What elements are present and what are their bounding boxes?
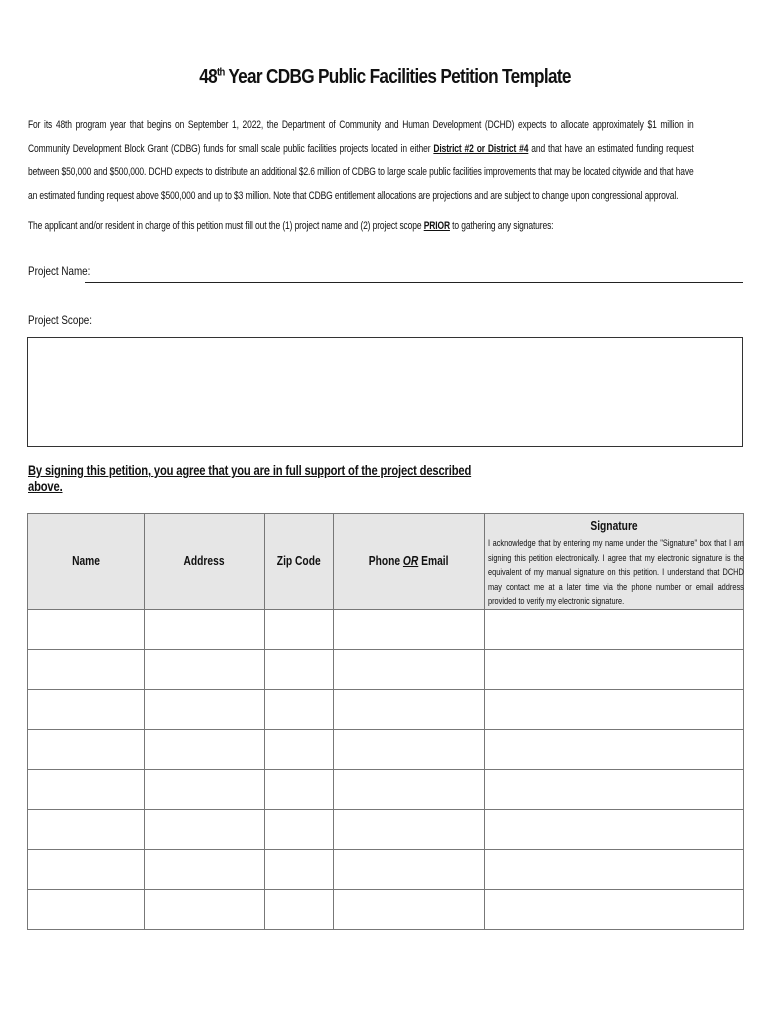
project-name-field[interactable] <box>85 282 743 283</box>
name-cell[interactable] <box>28 729 145 769</box>
phone-email-cell[interactable] <box>334 689 485 729</box>
title-number: 48 <box>199 66 217 88</box>
address-cell[interactable] <box>145 769 265 809</box>
zip-code-cell[interactable] <box>265 649 334 689</box>
name-cell[interactable] <box>28 769 145 809</box>
name-cell[interactable] <box>28 809 145 849</box>
header-phone-or-email <box>334 514 485 610</box>
phone-email-cell[interactable] <box>334 849 485 889</box>
title-rest: Year CDBG Public Facilities Petition Template <box>224 66 571 88</box>
address-cell[interactable] <box>145 809 265 849</box>
zip-code-cell[interactable] <box>265 769 334 809</box>
phone-email-cell[interactable] <box>334 609 485 649</box>
instruction-after: to gathering any signatures: <box>449 220 554 232</box>
instruction-before: The applicant and/or resident in charge of this petition must fill out the (1) project name and (2) project scope <box>28 220 424 232</box>
phone-email-cell[interactable] <box>334 649 485 689</box>
phone-email-cell[interactable] <box>334 889 485 929</box>
address-cell[interactable] <box>145 609 265 649</box>
header-phone-post: Email <box>418 554 449 569</box>
table-row <box>28 769 744 809</box>
zip-code-cell[interactable] <box>265 729 334 769</box>
zip-code-cell[interactable] <box>265 889 334 929</box>
page-title <box>54 66 716 89</box>
table-row <box>28 889 744 929</box>
zip-code-cell[interactable] <box>265 689 334 729</box>
phone-email-cell[interactable] <box>334 729 485 769</box>
table-header-row <box>28 514 744 610</box>
header-zip-code: Zip Code <box>265 514 334 610</box>
header-phone-pre: Phone <box>369 554 404 569</box>
address-cell[interactable] <box>145 729 265 769</box>
instruction-emphasis: PRIOR <box>423 220 450 232</box>
intro-districts: District #2 or District #4 <box>433 142 529 155</box>
zip-code-cell[interactable] <box>265 609 334 649</box>
name-cell[interactable] <box>28 609 145 649</box>
table-row <box>28 729 744 769</box>
header-address: Address <box>145 514 265 610</box>
signature-cell[interactable] <box>485 769 744 809</box>
signature-cell[interactable] <box>485 649 744 689</box>
project-scope-field[interactable] <box>27 337 743 447</box>
name-cell[interactable] <box>28 889 145 929</box>
header-name: Name <box>28 514 145 610</box>
intro-text-before: For its 48th program year that begins on September 1, 2022, the Department of Community and Human Development (DCHD) expects to allocate approximately $1 million in Community Development Block Grant (CDBG) funds for small scale public facilities projects located in either <box>28 119 694 155</box>
signature-heading: Signature <box>590 519 638 533</box>
instruction-paragraph <box>28 217 684 235</box>
table-row <box>28 609 744 649</box>
name-cell[interactable] <box>28 849 145 889</box>
signature-rows <box>28 609 744 929</box>
signature-cell[interactable] <box>485 889 744 929</box>
header-phone-or: OR <box>403 554 419 569</box>
zip-code-cell[interactable] <box>265 849 334 889</box>
signature-note: I acknowledge that by entering my name under the "Signature" box that I am signing this petition electronically. I agree that my electronic signature is the equivalent of my manual signature on this petition. I understand that DCHD may contact me at a later time via the phone number or email address provided to verify my electronic signature. <box>488 538 744 606</box>
signature-cell[interactable] <box>485 689 744 729</box>
phone-email-cell[interactable] <box>334 769 485 809</box>
table-row <box>28 809 744 849</box>
phone-email-cell[interactable] <box>334 809 485 849</box>
header-signature <box>485 514 744 610</box>
signature-cell[interactable] <box>485 609 744 649</box>
name-cell[interactable] <box>28 649 145 689</box>
address-cell[interactable] <box>145 689 265 729</box>
agreement-statement: By signing this petition, you agree that you are in full support of the project described above. <box>28 462 472 494</box>
intro-text-after: and that have an estimated funding request between $50,000 and $500,000. DCHD expects to distribute an additional $2.6 million of CDBG to large scale public facilities improvements that may be located citywide and that have an estimated funding request above $500,000 and up to $3 million. Note that CDBG entitlement allocations are projections and are subject to change upon congressional approval. <box>28 142 694 202</box>
table-row <box>28 849 744 889</box>
address-cell[interactable] <box>145 889 265 929</box>
signature-table <box>27 513 744 930</box>
address-cell[interactable] <box>145 649 265 689</box>
project-name-label: Project Name: <box>28 264 91 278</box>
signature-cell[interactable] <box>485 729 744 769</box>
signature-cell[interactable] <box>485 809 744 849</box>
table-row <box>28 689 744 729</box>
name-cell[interactable] <box>28 689 145 729</box>
zip-code-cell[interactable] <box>265 809 334 849</box>
title-ordinal-suffix: th <box>216 66 225 79</box>
intro-paragraph <box>28 114 694 208</box>
table-row <box>28 649 744 689</box>
project-scope-label: Project Scope: <box>28 313 92 327</box>
address-cell[interactable] <box>145 849 265 889</box>
signature-cell[interactable] <box>485 849 744 889</box>
